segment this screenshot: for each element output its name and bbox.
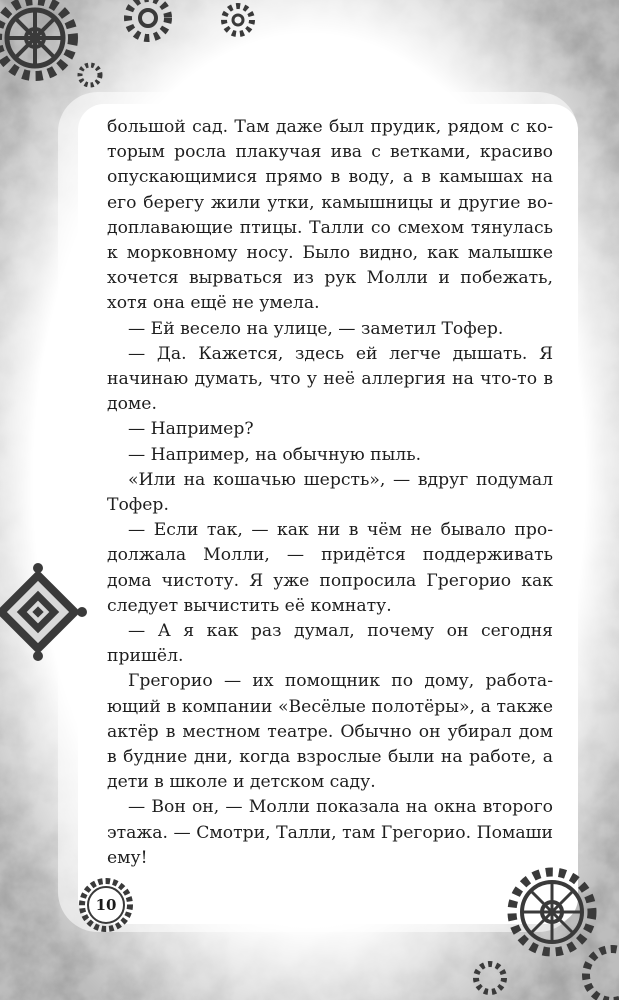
- paragraph: — Например?: [128, 419, 254, 440]
- paragraph: — А я как раз думал, почему он сегодня пришёл.: [107, 621, 553, 667]
- paragraph: — Если так, — как ни в чём не бывало продолжала Молли, — придётся поддерживать дома чистоту. Я уже попросила Грегорио как следует вычистить её комнату.: [107, 520, 553, 616]
- body-text: [107, 115, 553, 871]
- paragraph: — Да. Кажется, здесь ей легче дышать. Я начинаю думать, что у неё аллергия на что-то в доме.: [107, 343, 553, 415]
- paragraph: — Ей весело на улице, — заметил Тофер.: [128, 318, 504, 339]
- paragraph: большой сад. Там даже был прудик, рядом с которым росла плакучая ива с ветками, красиво опускающимися прямо в воду, а в камышах на его берегу жили утки, камышницы и другие водоплавающие птицы. Талли со смехом тянулась к морковному носу. Было видно, как малышке хочется вырваться из рук Молли и побежать, хотя она ещё не умела.: [107, 117, 553, 314]
- paragraph: — Вон он, — Молли показала на окна второго этажа. — Смотри, Талли, там Грегорио. Помаши ему!: [107, 797, 553, 868]
- paragraph: — Например, на обычную пыль.: [128, 444, 422, 465]
- paragraph: «Или на кошачью шерсть», — вдруг подумал Тофер.: [107, 469, 553, 516]
- page-number: 10: [95, 896, 117, 914]
- paragraph: Грегорио — их помощник по дому, работающий в компании «Весёлые полотёры», а также актёр в местном театре. Обычно он убирал дом в будние дни, когда взрослые были на работе, а дети в школе и детском саду.: [107, 671, 553, 793]
